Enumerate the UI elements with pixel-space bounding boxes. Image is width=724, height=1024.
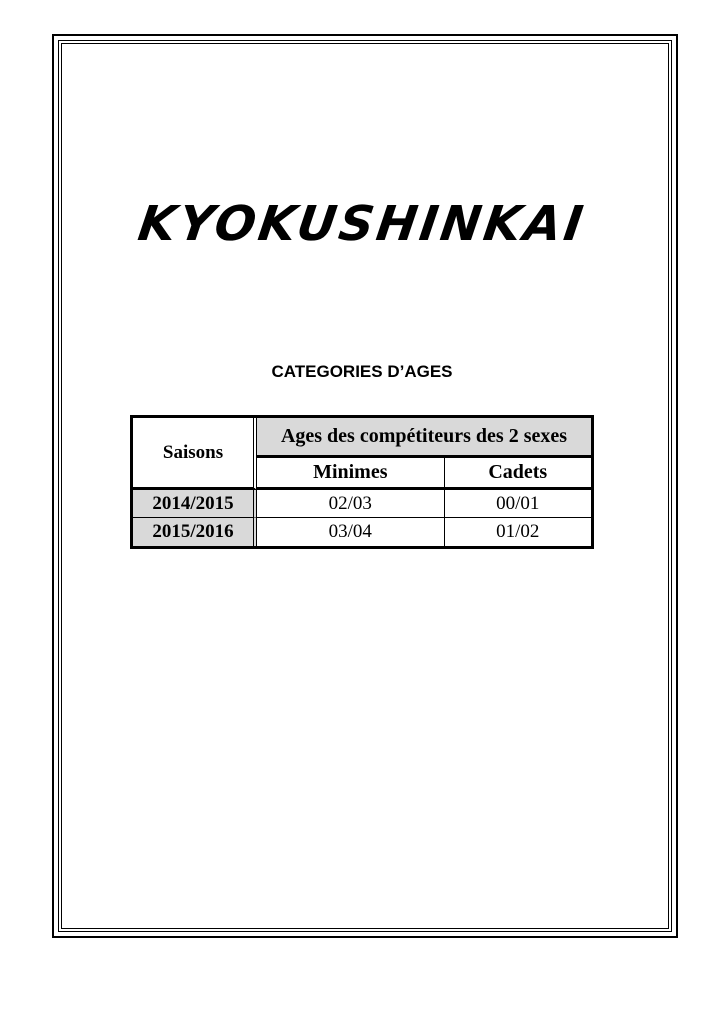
document-title: KYOKUSHINKAI [134,196,590,252]
minimes-cell: 02/03 [257,490,445,518]
table-row [133,518,591,546]
minimes-cell: 03/04 [257,518,445,546]
age-categories-table [130,415,594,549]
season-cell: 2015/2016 [133,518,257,546]
table-header-row [133,418,591,458]
header-minimes: Minimes [257,458,445,490]
header-ages-group: Ages des compétiteurs des 2 sexes [257,418,591,458]
header-saisons: Saisons [133,418,257,490]
document-subtitle: CATEGORIES D’AGES [271,362,453,381]
header-cadets: Cadets [445,458,591,490]
season-cell: 2014/2015 [133,490,257,518]
table-row [133,490,591,518]
cadets-cell: 00/01 [445,490,591,518]
cadets-cell: 01/02 [496,521,540,542]
